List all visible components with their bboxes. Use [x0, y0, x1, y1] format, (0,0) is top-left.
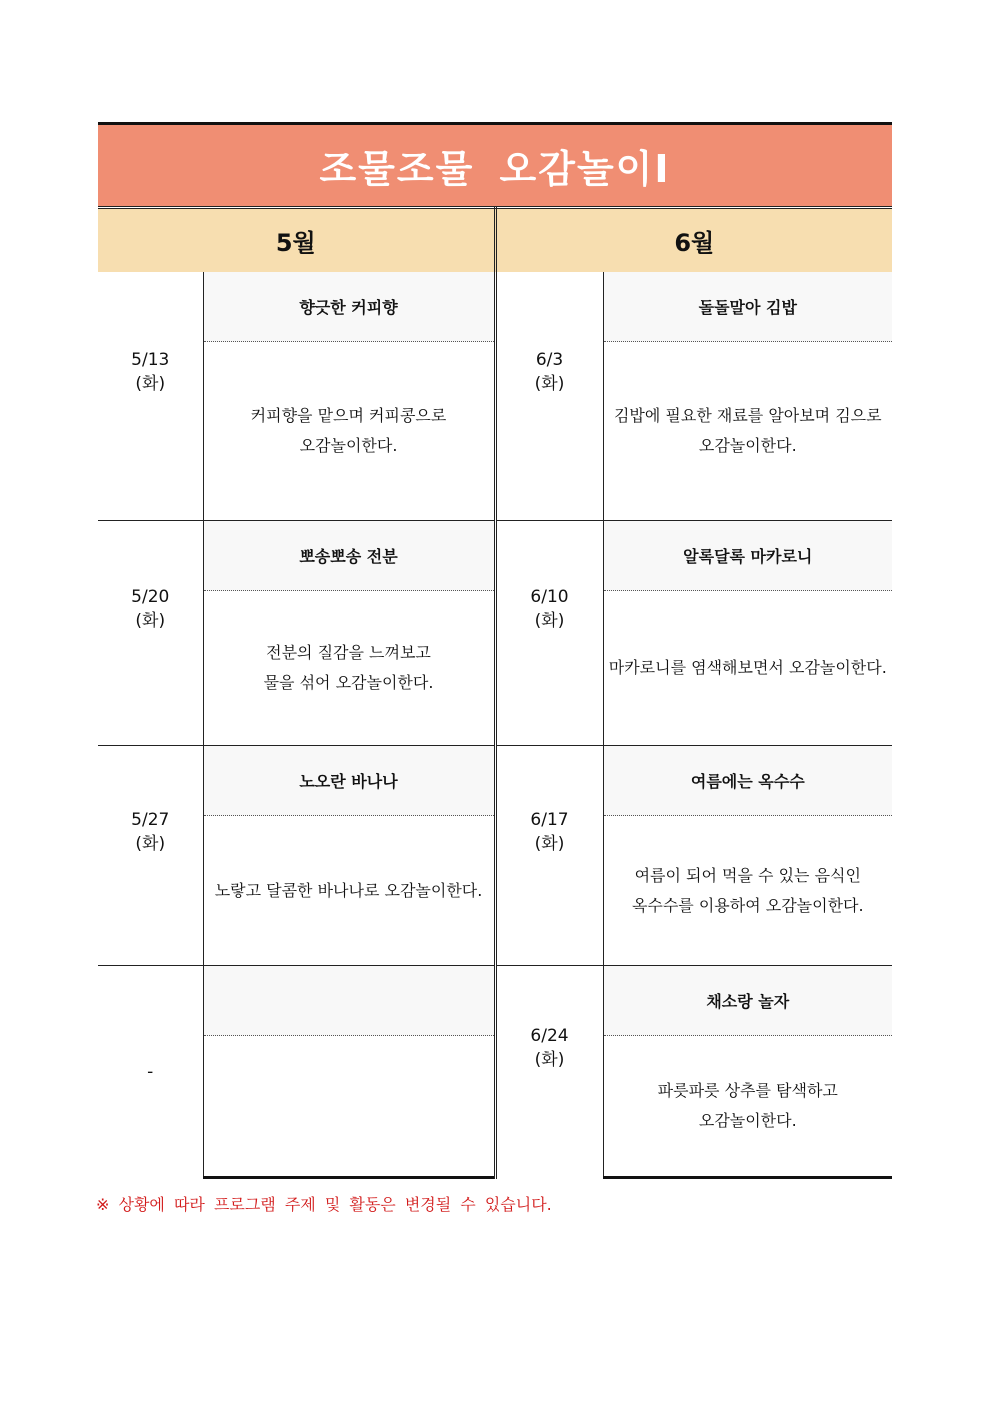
desc-cell-right	[603, 591, 892, 746]
topic-cell-right: 돌돌말아 김밥	[603, 272, 892, 342]
desc-line: 옥수수를 이용하여 오감놀이한다.	[631, 895, 864, 915]
topic-cell-left	[203, 966, 495, 1036]
date-cell-left	[98, 746, 203, 966]
date-cell-right	[495, 272, 603, 521]
date-label: 5/13	[131, 349, 170, 370]
date-label: -	[147, 1061, 154, 1082]
table-row	[98, 746, 892, 816]
date-cell-right	[495, 746, 603, 966]
date-label: 6/3	[535, 349, 564, 370]
date-cell-left	[98, 521, 203, 746]
desc-line: 파릇파릇 상추를 탐색하고	[657, 1081, 838, 1100]
desc-line: 오감놀이한다.	[698, 436, 797, 455]
schedule-sheet	[98, 122, 892, 1179]
date-cell-left	[98, 966, 203, 1178]
date-cell-left	[98, 272, 203, 521]
desc-line: 전분의 질감을 느껴보고	[266, 643, 431, 662]
date-label: 6/24	[530, 1025, 569, 1046]
topic-cell-left: 향긋한 커피향	[203, 272, 495, 342]
month-header-may: 5월	[98, 208, 495, 272]
desc-line: 노랗고 달콤한 바나나로 오감놀이한다.	[214, 880, 483, 900]
topic-cell-left: 노오란 바나나	[203, 746, 495, 816]
weekday-label: (화)	[534, 373, 565, 394]
topic-cell-right: 알록달록 마카로니	[603, 521, 892, 591]
date-label: 5/27	[131, 809, 170, 830]
date-label: 6/10	[530, 587, 569, 607]
desc-line: 여름이 되어 먹을 수 있는 음식인	[634, 865, 861, 885]
topic-cell-right: 여름에는 옥수수	[603, 746, 892, 816]
desc-line: 김밥에 필요한 재료를 알아보며 김으로	[613, 406, 882, 425]
desc-cell-right	[603, 342, 892, 521]
footnote: ※ 상황에 따라 프로그램 주제 및 활동은 변경될 수 있습니다.	[96, 1195, 552, 1214]
desc-line: 오감놀이한다.	[299, 436, 398, 455]
desc-cell-left	[203, 1036, 495, 1178]
weekday-label: (화)	[534, 611, 565, 631]
topic-cell-left: 뽀송뽀송 전분	[203, 521, 495, 591]
weekday-label: (화)	[534, 1049, 565, 1070]
month-header-june: 6월	[495, 208, 892, 272]
month-header-row	[98, 208, 892, 272]
desc-cell-right	[603, 1036, 892, 1178]
date-label: 6/17	[530, 809, 569, 830]
desc-line: 마카로니를 염색해보면서 오감놀이한다.	[608, 658, 887, 677]
weekday-label: (화)	[534, 833, 565, 854]
weekday-label: (화)	[135, 373, 166, 394]
schedule-table	[98, 206, 892, 1179]
topic-cell-right: 채소랑 놀자	[603, 966, 892, 1036]
desc-line: 물을 섞어 오감놀이한다.	[263, 673, 434, 692]
desc-line: 오감놀이한다.	[698, 1111, 797, 1130]
desc-cell-right	[603, 816, 892, 966]
desc-cell-left	[203, 816, 495, 966]
date-label: 5/20	[131, 587, 170, 607]
table-row	[98, 966, 892, 1036]
desc-cell-left	[203, 342, 495, 521]
desc-cell-left	[203, 591, 495, 746]
title-banner	[98, 122, 892, 206]
table-row	[98, 521, 892, 591]
weekday-label: (화)	[135, 833, 166, 854]
desc-line: 커피향을 맡으며 커피콩으로	[250, 406, 447, 425]
date-cell-right	[495, 966, 603, 1178]
page-title: 조물조물 오감놀이Ⅰ	[319, 147, 671, 191]
weekday-label: (화)	[135, 611, 166, 631]
date-cell-right	[495, 521, 603, 746]
table-row	[98, 272, 892, 342]
